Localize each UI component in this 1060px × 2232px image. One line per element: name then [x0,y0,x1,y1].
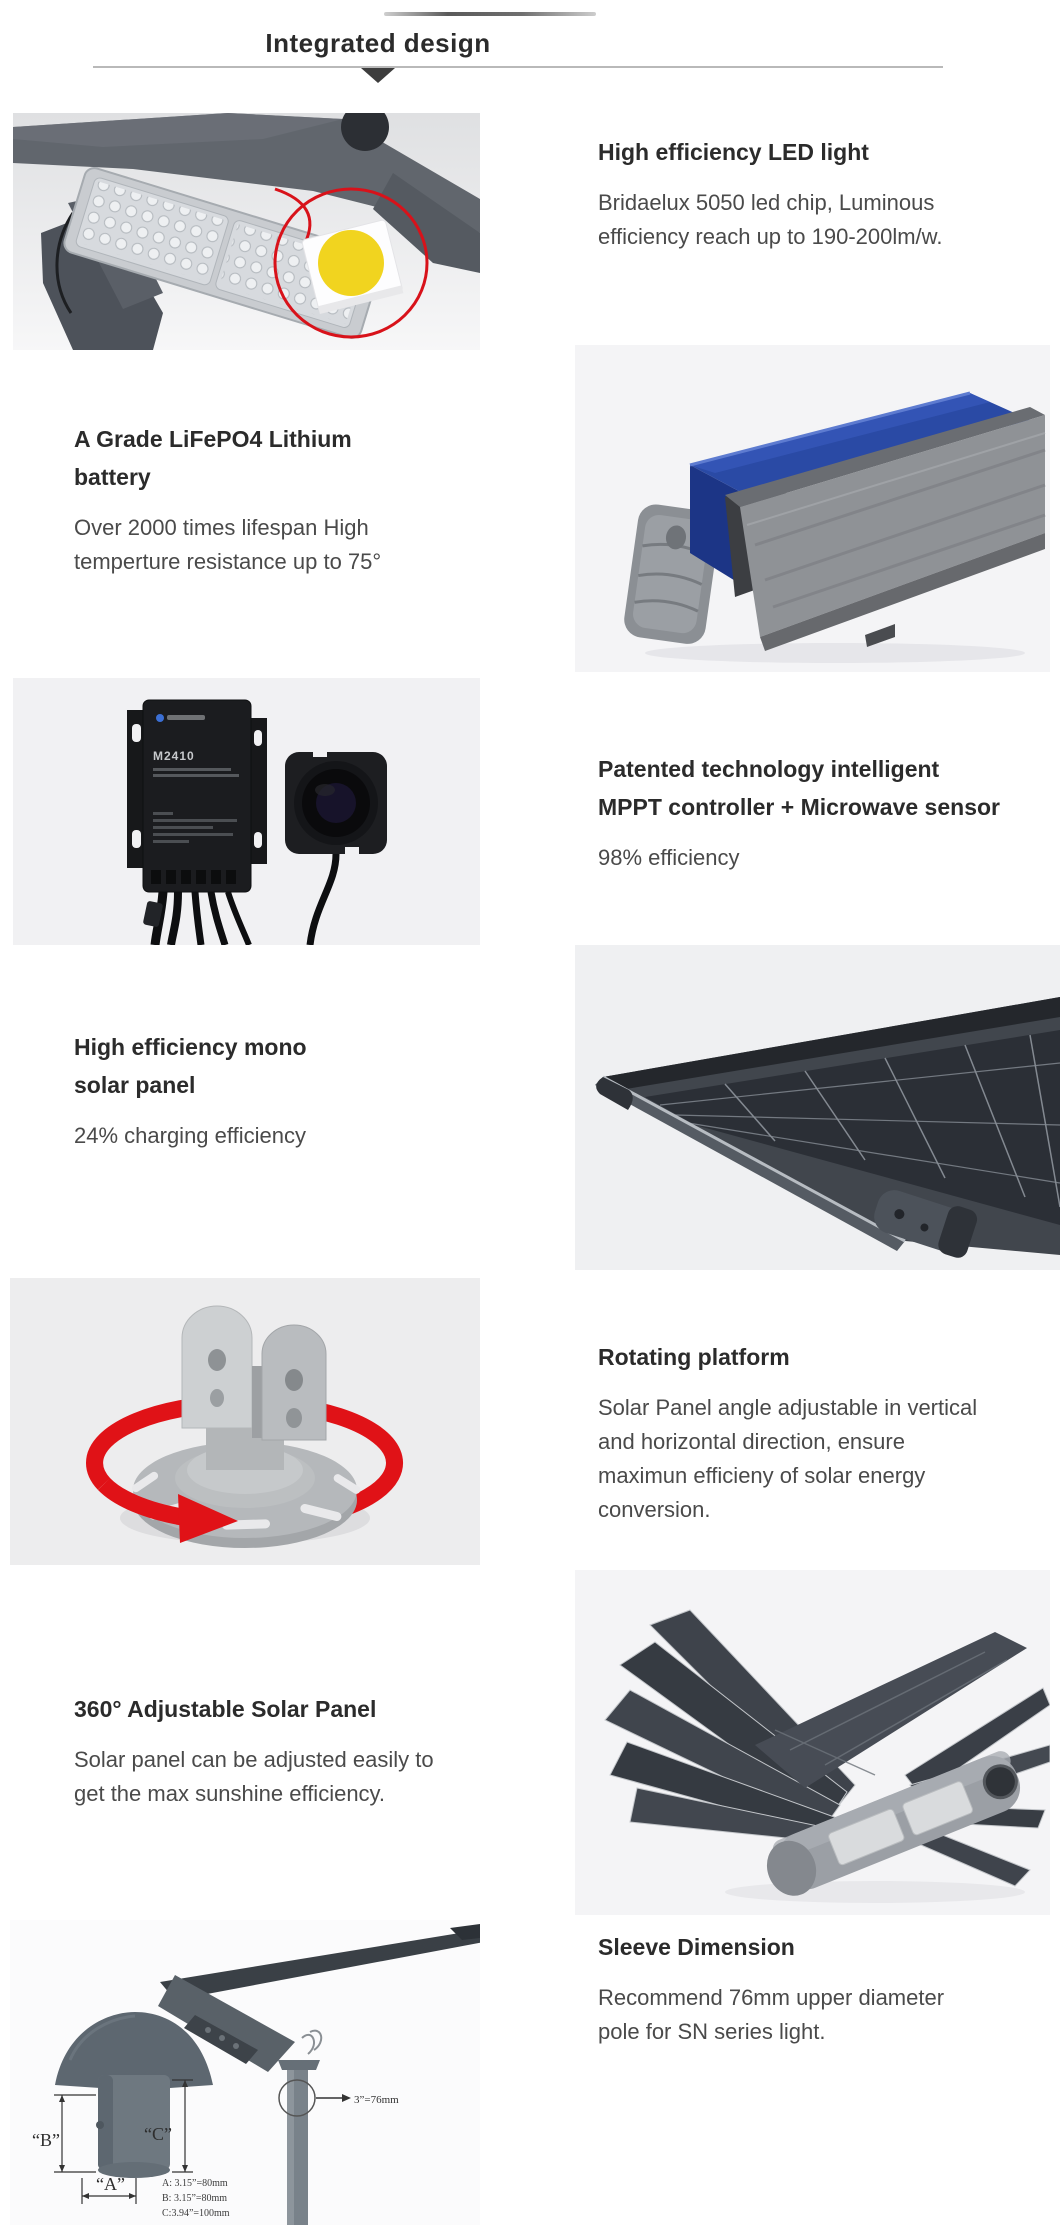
svg-text:B: 3.15”=80mm: B: 3.15”=80mm [162,2193,228,2204]
feature-body-adjustable: Solar panel can be adjusted easily to get the max sunshine efficiency. [74,1747,434,1806]
feature-heading-mppt: Patented technology intelligent MPPT controller + Microwave sensor [598,756,1000,820]
feature-body-rotating: Solar Panel angle adjustable in vertical and horizontal direction, ensure maximun efficieny of solar energy conversion. [598,1395,978,1522]
rotating-platform-photo [10,1278,480,1565]
dimension-label-c: “C” [144,2124,172,2144]
adjustable-panel-photo [575,1570,1050,1915]
feature-heading-battery: A Grade LiFePO4 Lithium battery [74,426,352,490]
dimension-label-b: “B” [32,2130,60,2150]
mppt-controller-photo [13,678,480,945]
feature-heading-sleeve: Sleeve Dimension [598,1934,795,1960]
battery-photo [575,345,1050,672]
feature-body-sleeve: Recommend 76mm upper diameter pole for SN series light. [598,1985,945,2044]
feature-body-mono-panel: 24% charging efficiency [74,1123,306,1148]
dimension-label-a: “A” [96,2174,125,2194]
feature-heading-mono-panel: High efficiency mono solar panel [74,1034,307,1098]
header-accent-line [384,12,596,16]
controller-model-label: M2410 [153,749,195,763]
svg-text:A: 3.15”=80mm: A: 3.15”=80mm [162,2178,228,2189]
feature-text-mono-panel [74,1028,454,1153]
feature-text-battery [74,420,454,579]
feature-text-sleeve [598,1928,1028,2049]
header-divider-arrow-icon [361,68,395,83]
led-light-photo [13,113,480,350]
feature-text-led [598,133,1018,254]
solar-panel-photo [575,945,1060,1270]
feature-text-adjustable [74,1690,504,1811]
feature-body-mppt: 98% efficiency [598,845,740,870]
page-title: Integrated design [265,28,491,58]
feature-heading-rotating: Rotating platform [598,1344,790,1370]
feature-heading-adjustable: 360° Adjustable Solar Panel [74,1696,377,1722]
svg-text:C:3.94”=100mm: C:3.94”=100mm [162,2208,230,2219]
feature-heading-led: High efficiency LED light [598,139,869,165]
feature-body-battery: Over 2000 times lifespan High temperture resistance up to 75° [74,515,382,574]
feature-body-led: Bridaelux 5050 led chip, Luminous efficiency reach up to 190-200lm/w. [598,190,943,249]
sleeve-dimension-diagram [10,1920,480,2225]
header-divider-line [93,66,943,68]
feature-text-mppt [598,750,1048,875]
dimension-legend [162,2178,230,2219]
feature-text-rotating [598,1338,1048,1527]
pole-diameter-label: 3”=76mm [354,2094,399,2106]
